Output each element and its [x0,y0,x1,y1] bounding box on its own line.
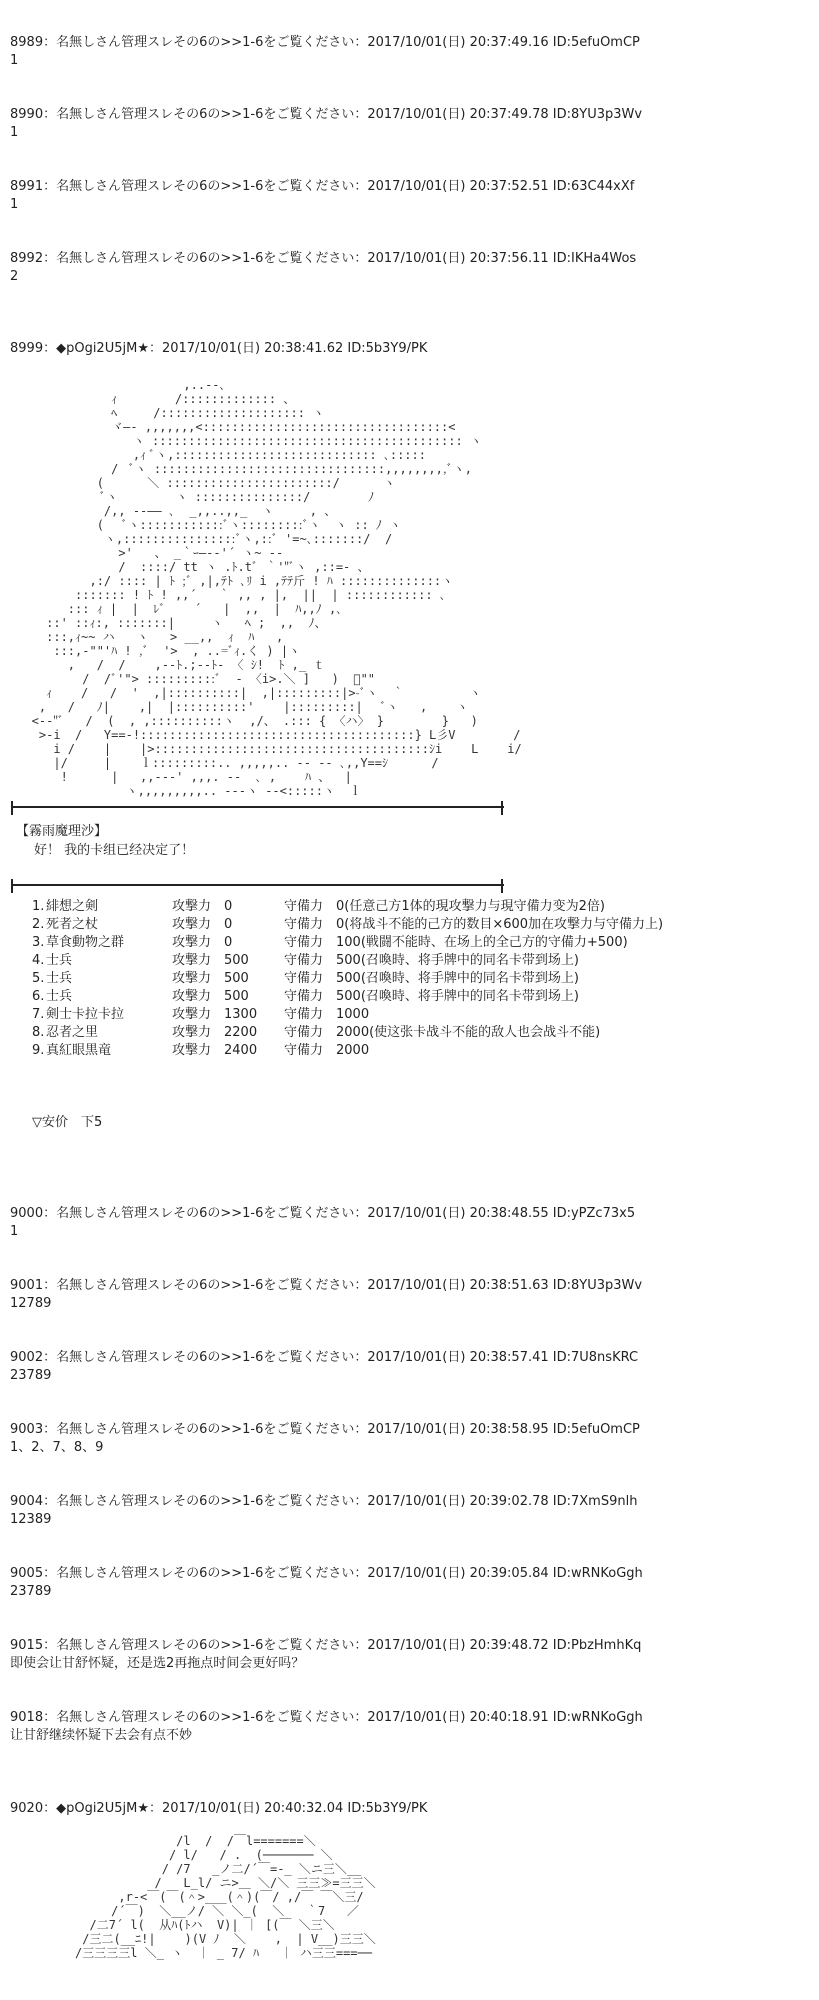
reply-post [10,1349,810,1385]
ascii-art-character: ,..-‐､ ｨ /::::::::::::: 、 ﾍ /:::::::::::::::::::: ヽ ヾ―‐ ,,,,,,,<::::::::::::::::::::::::::::::::::< ヽ ::::::::::::::::::::::::::::::::::::::::::: ヽ ,ｨ ﾞヽ,:::::::::::::::::::::::::::: ､::::: / ﾞヽ ::::::::::::::::::::::::::::::::,,,,,,,,,ﾞヽ, ( ＼ :::::::::::::::::::::::/ ヽ ﾞヽ ヽ :::::::::::::::/ ﾉ /,, ‐-―― ､ _,,..,,_ ヽ , 、 ( ﾞヽ::::::::::::ﾞヽ:::::::::ﾞヽ ヽ :: ﾉ ヽ ヽ,::::::::::::::::ﾞヽ,::ﾞ '=~､:::::::/ / >' 、 _｀ｰ―-‐'´ ヽ~ ‐- / ::::/ tt ヽ .ﾄ.tﾞ ｀'"ﾞヽ ,::=‐ 、 ,:/ :::: | ﾄ ;ﾞ ,|,ﾃﾄ ､ﾘ i ,ﾃﾃ斤 ! ﾊ ::::::::::::::ヽ ::::::: ! ﾄ ! ,,´ ｀ ,, , |, || | :::::::::::: ､ ::: ｨ | | ﾚﾞ ´ | ,, | ﾊ,,ﾉ ,､ ::' ::ｨ:, :::::::| ヽ ﾍ ; ,, ﾉ、 :::,ｨ~~ ハ ヽ > __,, ｨ ﾊ , :::,-""'ﾊ ! ,ﾞ '> , ..=ﾞｨ.く ) |ヽ , / / ,--ﾄ.;--ﾄ- 〈 ｼ! ﾄ ,_ ｔ / /ﾞ'"> ::::::::::ﾞ - 〈i>.＼ ] ) ﾞ"" ｨ / / ' ,|::::::::::| ,|:::::::::|>-ﾞヽ ｀ ヽ , / ﾉ| ,| |::::::::::' |:::::::::| ﾞヽ , ヽ <‐‐"ﾞ / ( , ,::::::::::ヽ ,/、 .::: { 〈ハ〉 } } ) >‐i / Y==‐!::::::::::::::::::::::::::::::::::::::} L彡V / i / | |>::::::::::::::::::::::::::::::::::::::ｼi L i/ |/ | ｌ:::::::::.. ,,,,,.. ‐‐ ‐‐ ､,,Y==ｼ / ! | ,,‐-‐' ,,,. ‐‐ ､ , ﾊ 、 | ヽ,,,,,,,,,.. ‐‐‐ヽ ‐‐<:::::ヽ ｌ [31,378,522,798]
card-attack: 攻撃力 500 [172,953,249,968]
post-body: 1 [10,125,19,140]
vote-note: ▽安价 下5 [32,1115,103,1130]
card-attack: 攻撃力 500 [172,989,249,1004]
post-header: 9005：名無しさん管理スレその6の>>1-6をご覧ください：2017/10/01(日) 20:39:05.84 ID:wRNKoGgh [10,1566,643,1581]
author-post [10,1800,810,1818]
divider-rule [12,806,504,808]
rule-tick [11,879,13,893]
post-body: 1 [10,1224,19,1239]
post-header: 8992：名無しさん管理スレその6の>>1-6をご覧ください：2017/10/01(日) 20:37:56.11 ID:IKHa4Wos [10,251,637,266]
card-attack: 攻撃力 0 [172,899,233,914]
card-number: 9. [32,1043,45,1058]
card-defense: 守備力 0(将战斗不能的己方的数目×600加在攻撃力与守備力上) [284,917,664,932]
rule-tick [501,801,503,815]
reply-post [10,1205,810,1241]
card-number: 8. [32,1025,45,1040]
post-body: 即使会让甘舒怀疑，还是选2再拖点时间会更好吗？ [10,1656,305,1671]
card-attack: 攻撃力 0 [172,917,233,932]
card-number: 1. [32,899,45,914]
post-body: 23789 [10,1584,52,1599]
reply-post [10,1709,810,1745]
card-defense: 守備力 0(任意己方1体的現攻撃力与現守備力变为2倍) [284,899,605,914]
card-attack: 攻撃力 500 [172,971,249,986]
post-header: 9020：◆pOgi2U5jM★：2017/10/01(日) 20:40:32.04 ID:5b3Y9/PK [10,1801,428,1816]
speech-line: 好！ 我的卡组已经决定了！ [34,843,195,858]
reply-post [10,1493,810,1529]
card-number: 4. [32,953,45,968]
post-header: 8991：名無しさん管理スレその6の>>1-6をご覧ください：2017/10/01(日) 20:37:52.51 ID:63C44xXf [10,179,635,194]
card-name: 士兵 [46,971,73,986]
reply-post [10,178,810,214]
post-header: 8990：名無しさん管理スレその6の>>1-6をご覧ください：2017/10/01(日) 20:37:49.78 ID:8YU3p3Wv [10,107,643,122]
card-defense: 守備力 500(召喚時、将手牌中的同名卡带到场上) [284,989,579,1004]
post-header: 9003：名無しさん管理スレその6の>>1-6をご覧ください：2017/10/01(日) 20:38:58.95 ID:5efuOmCP [10,1422,640,1437]
card-number: 5. [32,971,45,986]
post-header: 8999：◆pOgi2U5jM★：2017/10/01(日) 20:38:41.62 ID:5b3Y9/PK [10,341,428,356]
reply-post [10,250,810,286]
reply-post [10,1565,810,1601]
ascii-art-character: /l / /￣l=======＼ / l/ / . (─────── ＼ / /7 _ノ二/´￣=-_ ＼ニ三＼__ / L_l/ ニ>＿ ＼/＼ 三三≫=三三＼ ,r‐<￣(￣(＾>___(＾)(￣/ ,/￣ ￣＼三/ /´￣) ＼__ノ/ ＼ ＼_( ＼ ｀7 ／ /二7´ l( 从ﾊ(ﾄハ V)| ｜ [(￣ ＼三＼ /三二(__ﾆ!| )(V ﾉ ＼ , | V__)三三＼ /三三三三l ＼_ ヽ ｜ _ 7/ ﾊ ｜ ハ三三===── [75,1834,376,1960]
card-attack: 攻撃力 1300 [172,1007,258,1022]
card-name: 死者之杖 [46,917,99,932]
card-number: 3. [32,935,45,950]
reply-post [10,1637,810,1673]
card-attack: 攻撃力 2200 [172,1025,258,1040]
card-defense: 守備力 2000 [284,1043,370,1058]
post-body: 1 [10,53,19,68]
post-header: 9015：名無しさん管理スレその6の>>1-6をご覧ください：2017/10/01(日) 20:39:48.72 ID:PbzHmhKq [10,1638,642,1653]
card-name: 士兵 [46,953,73,968]
speaker-label: 【霧雨魔理沙】 [16,824,108,839]
card-name: 真紅眼黒竜 [46,1043,112,1058]
post-body: 2 [10,269,19,284]
post-body: 1 [10,197,19,212]
post-header: 9000：名無しさん管理スレその6の>>1-6をご覧ください：2017/10/01(日) 20:38:48.55 ID:yPZc73x5 [10,1206,636,1221]
reply-post [10,1421,810,1457]
reply-post [10,34,810,70]
card-number: 6. [32,989,45,1004]
post-header: 9018：名無しさん管理スレその6の>>1-6をご覧ください：2017/10/01(日) 20:40:18.91 ID:wRNKoGgh [10,1710,643,1725]
card-defense: 守備力 2000(使这张卡战斗不能的敌人也会战斗不能) [284,1025,601,1040]
card-number: 2. [32,917,45,932]
card-name: 忍者之里 [46,1025,99,1040]
card-number: 7. [32,1007,45,1022]
card-name: 緋想之剣 [46,899,99,914]
card-defense: 守備力 500(召喚時、将手牌中的同名卡带到场上) [284,971,579,986]
card-defense: 守備力 100(戦闘不能時、在场上的全己方的守備力+500) [284,935,628,950]
reply-post [10,106,810,142]
card-defense: 守備力 500(召喚時、将手牌中的同名卡带到场上) [284,953,579,968]
post-header: 8989：名無しさん管理スレその6の>>1-6をご覧ください：2017/10/01(日) 20:37:49.16 ID:5efuOmCP [10,35,640,50]
author-post [10,340,810,358]
post-header: 9004：名無しさん管理スレその6の>>1-6をご覧ください：2017/10/01(日) 20:39:02.78 ID:7XmS9nlh [10,1494,638,1509]
card-name: 剣士卡拉卡拉 [46,1007,125,1022]
rule-tick [11,801,13,815]
reply-post [10,1277,810,1313]
card-attack: 攻撃力 0 [172,935,233,950]
card-name: 草食動物之群 [46,935,125,950]
post-header: 9001：名無しさん管理スレその6の>>1-6をご覧ください：2017/10/01(日) 20:38:51.63 ID:8YU3p3Wv [10,1278,643,1293]
post-header: 9002：名無しさん管理スレその6の>>1-6をご覧ください：2017/10/01(日) 20:38:57.41 ID:7U8nsKRC [10,1350,639,1365]
divider-rule [12,884,504,886]
card-name: 士兵 [46,989,73,1004]
post-body: 23789 [10,1368,52,1383]
card-defense: 守備力 1000 [284,1007,370,1022]
post-body: 12389 [10,1512,52,1527]
card-attack: 攻撃力 2400 [172,1043,258,1058]
post-body: 1、2、7、8、9 [10,1440,104,1455]
rule-tick [501,879,503,893]
post-body: 让甘舒继续怀疑下去会有点不妙 [10,1728,193,1743]
post-body: 12789 [10,1296,52,1311]
